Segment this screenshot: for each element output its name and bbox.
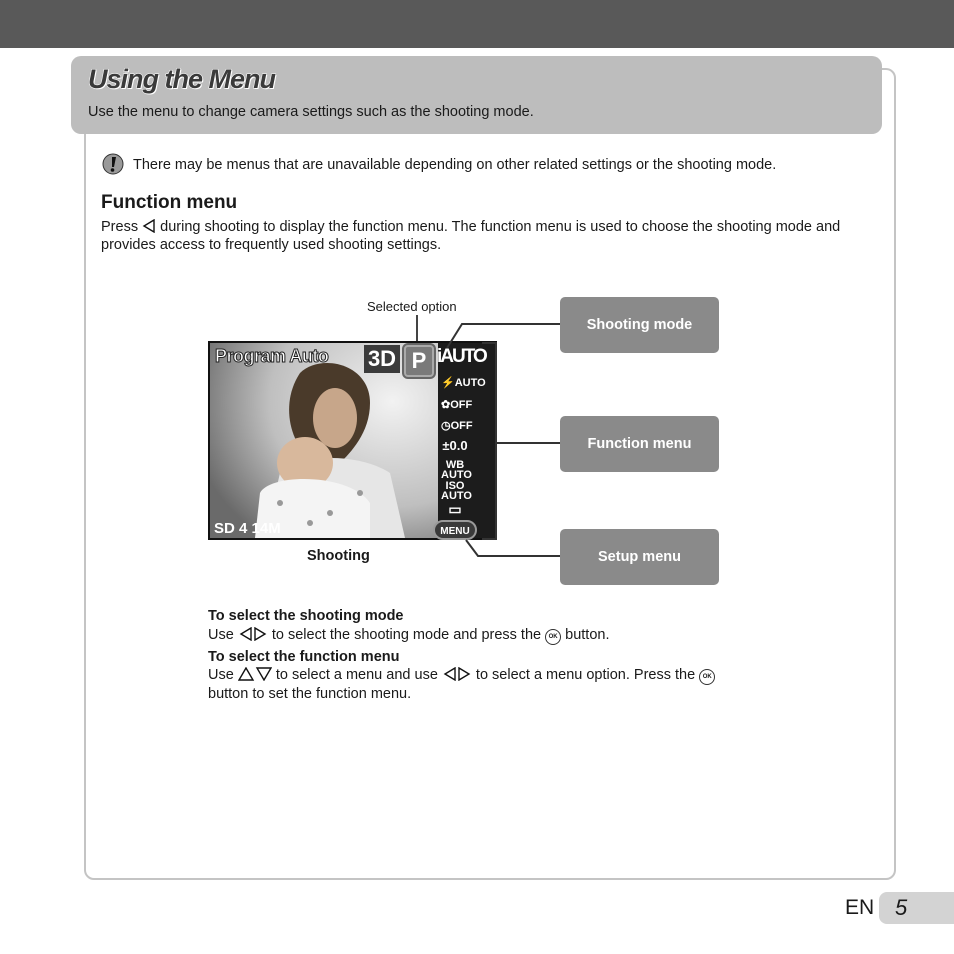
callout-shooting-mode: Shooting mode (560, 297, 719, 353)
drive-single-icon[interactable]: ▭ (448, 501, 462, 517)
select-func-pre: Use (208, 667, 238, 683)
left-arrow-icon (142, 219, 156, 233)
selected-option-label: Selected option (367, 299, 457, 314)
status-readout: SD 4 14M (214, 520, 281, 537)
mode-3d-option[interactable]: 3D (364, 345, 400, 373)
select-func-heading: To select the function menu (208, 649, 400, 665)
exposure-comp-icon[interactable]: ±0.0 (442, 438, 468, 453)
section-heading: Function menu (101, 192, 238, 213)
page-title: Using the Menu (88, 64, 275, 94)
select-mode-mid: to select the shooting mode and press the (267, 627, 546, 643)
page-number: 5 (895, 895, 908, 920)
select-mode-text (208, 626, 610, 645)
wb-auto-icon[interactable]: WB AUTO (441, 459, 472, 481)
figure-caption: Shooting (307, 548, 370, 564)
macro-off-icon[interactable]: ✿OFF (441, 399, 473, 411)
select-func-mid2: to select a menu option. Press the (471, 667, 700, 683)
page-subtitle: Use the menu to change camera settings such as the shooting mode. (88, 104, 534, 120)
note-text: There may be menus that are unavailable depending on other related settings or the shooting mode. (133, 157, 777, 173)
select-func-line2: button to set the function menu. (208, 686, 412, 702)
program-auto-label: Program Auto (215, 346, 329, 366)
ok-button-icon-2: OK (699, 669, 715, 685)
ok-button-icon: OK (545, 629, 561, 645)
mode-iauto-option[interactable]: iAUTO (437, 346, 486, 367)
select-mode-heading: To select the shooting mode (208, 608, 404, 624)
select-mode-pre: Use (208, 627, 238, 643)
iso-auto-icon[interactable]: ISO AUTO (441, 480, 472, 502)
select-func-mid1: to select a menu and use (271, 667, 442, 683)
self-timer-off-icon[interactable]: ◷OFF (441, 420, 473, 432)
flash-auto-icon[interactable]: ⚡AUTO (441, 377, 486, 389)
left-right-arrow-icon-2 (442, 667, 472, 681)
up-down-arrow-icon (238, 667, 272, 681)
mode-p-option[interactable]: P (404, 345, 434, 377)
page-number-box (879, 892, 954, 924)
section-paragraph (101, 218, 871, 254)
callout-function-menu: Function menu (560, 416, 719, 472)
menu-button[interactable]: MENU (433, 520, 477, 540)
para-post: during shooting to display the function menu. The function menu is used to choose the shooting mode and provides access to frequently used shooting settings. (101, 219, 841, 253)
select-mode-post: button. (561, 627, 610, 643)
callout-setup-menu: Setup menu (560, 529, 719, 585)
select-func-text (208, 666, 715, 685)
language-label: EN (845, 896, 875, 919)
para-pre: Press (101, 219, 139, 235)
top-bar (0, 0, 954, 48)
left-right-arrow-icon (238, 627, 268, 641)
caution-icon (102, 153, 124, 175)
